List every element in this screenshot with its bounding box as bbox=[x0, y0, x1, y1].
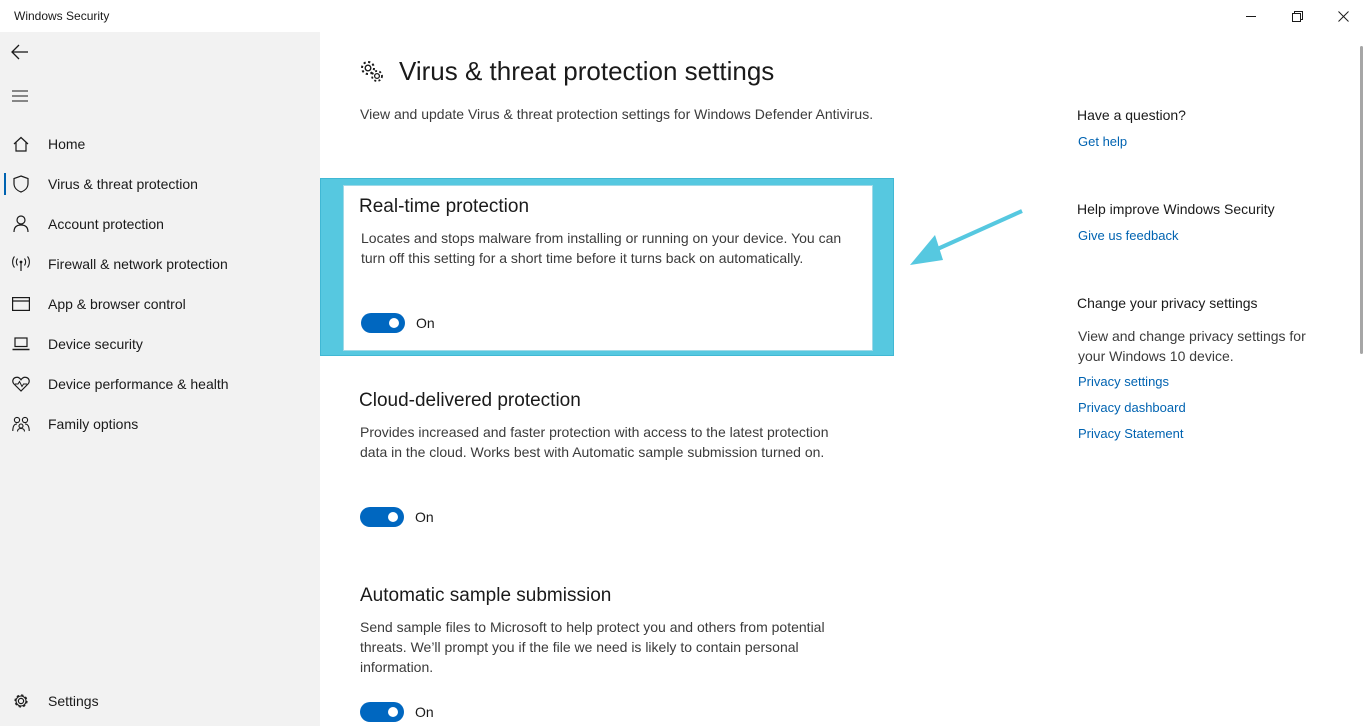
sidebar-item-app-browser-control[interactable] bbox=[0, 284, 320, 324]
close-icon bbox=[1338, 11, 1349, 22]
close-button[interactable] bbox=[1320, 0, 1366, 32]
section-title: Real-time protection bbox=[359, 196, 530, 217]
get-help-link[interactable]: Get help bbox=[1078, 134, 1128, 149]
section-title: Automatic sample submission bbox=[360, 585, 612, 606]
sidebar-item-label: Virus & threat protection bbox=[48, 176, 198, 192]
minimize-icon bbox=[1246, 11, 1256, 21]
sidebar-item-label: App & browser control bbox=[48, 296, 186, 312]
sidebar-item-label: Family options bbox=[48, 416, 139, 432]
vertical-scrollbar[interactable] bbox=[1360, 46, 1363, 354]
page-description: View and update Virus & threat protection settings for Windows Defender Antivirus. bbox=[360, 106, 874, 122]
real-time-protection-card bbox=[343, 185, 873, 351]
back-button[interactable] bbox=[0, 34, 40, 70]
hamburger-menu-button[interactable] bbox=[0, 78, 40, 114]
title-bar bbox=[0, 0, 1366, 32]
give-feedback-link[interactable]: Give us feedback bbox=[1078, 228, 1179, 243]
back-arrow-icon bbox=[11, 44, 29, 60]
privacy-dashboard-link[interactable]: Privacy dashboard bbox=[1078, 400, 1186, 415]
sidebar-item-label: Settings bbox=[48, 693, 99, 709]
privacy-settings-link[interactable]: Privacy settings bbox=[1078, 374, 1170, 389]
real-time-protection-toggle[interactable] bbox=[361, 313, 405, 333]
toggle-state-label: On bbox=[415, 509, 434, 525]
minimize-button[interactable] bbox=[1228, 0, 1274, 32]
privacy-description: View and change privacy settings for your Windows 10 device. bbox=[1078, 328, 1306, 364]
restore-button[interactable] bbox=[1274, 0, 1320, 32]
have-a-question-heading: Have a question? bbox=[1077, 107, 1186, 123]
hamburger-icon bbox=[12, 90, 28, 102]
automatic-sample-submission-toggle[interactable] bbox=[360, 702, 404, 722]
section-description: Provides increased and faster protection with access to the latest protection data in the cloud. Works best with Automatic sample submission turned on. bbox=[360, 424, 829, 460]
annotation-arrow-icon bbox=[905, 207, 1025, 272]
laptop-icon bbox=[12, 335, 30, 353]
cloud-delivered-protection-toggle[interactable] bbox=[360, 507, 404, 527]
person-icon bbox=[12, 215, 30, 233]
gear-icon bbox=[12, 692, 30, 710]
sidebar-item-home[interactable] bbox=[0, 124, 320, 164]
sidebar-item-device-security[interactable] bbox=[0, 324, 320, 364]
page-title: Virus & threat protection settings bbox=[399, 56, 775, 86]
gears-icon bbox=[359, 59, 387, 87]
sidebar-item-firewall-network-protection[interactable] bbox=[0, 244, 320, 284]
main-content bbox=[320, 32, 1366, 726]
section-title: Cloud-delivered protection bbox=[359, 390, 581, 411]
section-description: Locates and stops malware from installing or running on your device. You can turn off this setting for a short time before it turns back on automatically. bbox=[361, 230, 842, 266]
sidebar-item-label: Device security bbox=[48, 336, 143, 352]
sidebar-item-family-options[interactable] bbox=[0, 404, 320, 444]
sidebar-item-virus-threat-protection[interactable] bbox=[0, 164, 320, 204]
toggle-state-label: On bbox=[415, 704, 434, 720]
sidebar-item-label: Home bbox=[48, 136, 86, 152]
highlight-box bbox=[320, 178, 894, 356]
sidebar bbox=[0, 32, 320, 726]
sidebar-item-label: Account protection bbox=[48, 216, 164, 232]
sidebar-item-account-protection[interactable] bbox=[0, 204, 320, 244]
sidebar-item-label: Firewall & network protection bbox=[48, 256, 228, 272]
sidebar-item-settings[interactable] bbox=[0, 681, 320, 721]
sidebar-item-label: Device performance & health bbox=[48, 376, 229, 392]
toggle-state-label: On bbox=[416, 315, 435, 331]
antenna-icon bbox=[12, 255, 30, 273]
help-improve-heading: Help improve Windows Security bbox=[1077, 201, 1275, 217]
family-icon bbox=[12, 415, 30, 433]
sidebar-item-device-performance-health[interactable] bbox=[0, 364, 320, 404]
shield-icon bbox=[12, 175, 30, 193]
restore-icon bbox=[1292, 11, 1303, 22]
home-icon bbox=[12, 135, 30, 153]
privacy-settings-heading: Change your privacy settings bbox=[1077, 295, 1258, 311]
section-description: Send sample files to Microsoft to help protect you and others from potential threats. We’ll prompt you if the file we need is likely to contain personal information. bbox=[360, 619, 825, 675]
browser-window-icon bbox=[12, 295, 30, 313]
privacy-statement-link[interactable]: Privacy Statement bbox=[1078, 426, 1184, 441]
window-title: Windows Security bbox=[14, 9, 110, 23]
heart-icon bbox=[12, 375, 30, 393]
